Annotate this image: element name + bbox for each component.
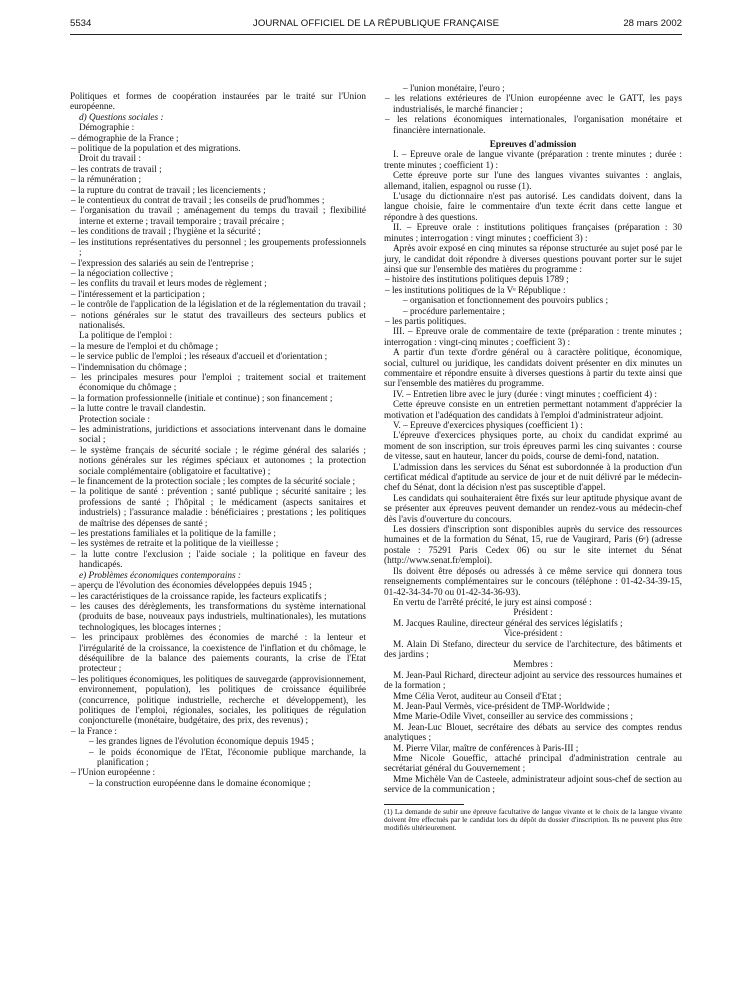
list-item: – la négociation collective ; bbox=[71, 268, 174, 279]
footnote-rule bbox=[384, 804, 464, 805]
paragraph: Protection sociale : bbox=[79, 414, 150, 425]
list-item: – procédure parlementaire ; bbox=[403, 306, 505, 317]
list-item: – les relations extérieures de l'Union européenne avec le GATT, les pays industrialisés, le marché financier ; bbox=[385, 94, 682, 115]
paragraph: III. – Epreuve orale de commentaire de texte (préparation : trente minutes ; interrogation : vingt-cinq minutes ; coefficient 3) : bbox=[384, 327, 682, 348]
list-item: – notions générales sur le statut des travailleurs des secteurs publics et nationalisés. bbox=[71, 310, 366, 331]
paragraph: L'usage du dictionnaire n'est pas autorisé. Les candidats doivent, dans la langue choisie, faire le commentaire d'un texte écrit dans cette langue et répondre à des questions. bbox=[384, 192, 682, 223]
paragraph: M. Pierre Vilar, maître de conférences à Paris-III ; bbox=[393, 743, 579, 754]
list-item: – les conflits du travail et leurs modes de règlement ; bbox=[71, 279, 267, 290]
paragraph: Mme Célia Verot, auditeur au Conseil d'Etat ; bbox=[393, 691, 562, 702]
list-item: – la France : bbox=[71, 726, 117, 737]
list-item: – histoire des institutions politiques depuis 1789 ; bbox=[385, 275, 569, 286]
paragraph: L'admission dans les services du Sénat est subordonnée à la production d'un certificat médical d'aptitude au service de jour et de nuit délivré par le médecin-chef du Sénat, dont la décision n'est pas susceptible d'appel. bbox=[384, 462, 682, 494]
list-item: – les administrations, juridictions et associations intervenant dans le domaine social ; bbox=[71, 425, 366, 446]
paragraph: II. – Epreuve orale : institutions politiques françaises (préparation : 30 minutes ; interrogation : vingt minutes ; coefficient 3) : bbox=[384, 223, 682, 244]
list-item: – le contentieux du contrat de travail ; les conseils de prud'hommes ; bbox=[71, 196, 325, 207]
list-item: – les principales mesures pour l'emploi ; traitement social et traitement économique du chômage ; bbox=[71, 372, 366, 394]
list-item: – l'expression des salariés au sein de l'entreprise ; bbox=[71, 258, 254, 269]
list-item: – les causes des dérèglements, les transformations du système international (produits de base, nouveaux pays industriels, multinationales), les mutations technologiques, les blocages internes ; bbox=[71, 601, 366, 633]
list-item: – les contrats de travail ; bbox=[71, 164, 162, 175]
list-item: – la rupture du contrat de travail ; les licenciements ; bbox=[71, 185, 266, 196]
list-item: – le financement de la protection sociale ; les comptes de la sécurité sociale ; bbox=[71, 477, 356, 488]
list-item: – l'Union européenne : bbox=[71, 768, 156, 779]
list-item: – démographie de la France ; bbox=[71, 133, 179, 144]
paragraph: Démographie : bbox=[79, 123, 135, 134]
paragraph: L'épreuve d'exercices physiques porte, au choix du candidat exprimé au moment de son inscription, sur trois épreuves parmi les cinq suivantes : course de vitesse, saut en hauteur, lancer du poids, course de demi-fond, natation. bbox=[384, 431, 682, 463]
list-item: – organisation et fonctionnement des pouvoirs publics ; bbox=[403, 296, 609, 307]
paragraph: Droit du travail : bbox=[79, 154, 141, 165]
paragraph: Vice-président : bbox=[503, 629, 563, 640]
list-item: – les prestations familiales et la politique de la famille ; bbox=[71, 529, 276, 540]
list-item: – le poids économique de l'Etat, l'économie publique marchande, la planification ; bbox=[89, 747, 366, 768]
paragraph: Président : bbox=[513, 608, 553, 619]
list-item: – la politique de santé : prévention ; santé publique ; sécurité sanitaire ; les professions de santé ; l'hôpital ; le médicament (aspects sanitaires et industriels) ; l'assurance maladie : bénéficiaires ; prestations ; les politiques de maîtrise des dépenses de santé ; bbox=[71, 487, 366, 529]
list-item: – la mesure de l'emploi et du chômage ; bbox=[71, 341, 219, 352]
paragraph: M. Jean-Luc Blouet, secrétaire des débats au service des comptes rendus analytiques ; bbox=[384, 722, 682, 744]
list-item: – les systèmes de retraite et la politique de la vieillesse ; bbox=[71, 539, 279, 550]
right-column bbox=[384, 84, 682, 832]
list-item: – la formation professionnelle (initiale et continue) ; son financement ; bbox=[71, 393, 333, 404]
paragraph: Politiques et formes de coopération instaurées par le traité sur l'Union européenne. bbox=[70, 92, 366, 113]
left-column bbox=[70, 92, 366, 789]
paragraph: M. Jacques Rauline, directeur général des services législatifs ; bbox=[393, 618, 623, 629]
issue-date: 28 mars 2002 bbox=[623, 18, 682, 29]
paragraph: e) Problèmes économiques contemporains : bbox=[79, 570, 242, 581]
list-item: – la lutte contre l'exclusion ; l'aide sociale ; la politique en faveur des handicapés. bbox=[71, 549, 366, 571]
paragraph: Membres : bbox=[513, 660, 553, 671]
list-item: – aperçu de l'évolution des économies développées depuis 1945 ; bbox=[71, 581, 312, 592]
paragraph: Les dossiers d'inscription sont disponibles auprès du service des ressources humaines et de la formation du Sénat, 15, rue de Vaugirard, Paris (6ᵉ) (adresse postale : 75291 Paris Cedex 06) ou sur le site internet du Sénat (http://www.senat.fr/emploi). bbox=[384, 525, 682, 567]
list-item: – le système français de sécurité sociale ; le régime général des salariés ; notions générales sur les régimes spéciaux et autonomes ; la protection sociale complémentaire (obligatoire et facultative) ; bbox=[71, 445, 366, 477]
journal-title: JOURNAL OFFICIEL DE LA RÉPUBLIQUE FRANÇAISE bbox=[252, 18, 500, 29]
paragraph: Mme Michèle Van de Casteele, administrateur adjoint sous-chef de section au service de la communication ; bbox=[384, 774, 682, 796]
list-item: – la construction européenne dans le domaine économique ; bbox=[89, 778, 311, 789]
footnote: (1) La demande de subir une épreuve facultative de langue vivante et le choix de la langue vivante doivent être effectués par le candidat lors du dépôt du dossier d'inscription. Ils ne peuvent plus être modifiés ultérieurement. bbox=[384, 806, 682, 833]
paragraph: Cette épreuve consiste en un entretien permettant notamment d'apprécier la motivation et l'adéquation des candidats à l'emploi d'administrateur adjoint. bbox=[384, 400, 682, 421]
list-item: – le service public de l'emploi ; les réseaux d'accueil et d'orientation ; bbox=[71, 352, 328, 363]
list-item: – les relations économiques internationales, l'organisation monétaire et financière internationale. bbox=[385, 115, 682, 136]
paragraph: Epreuves d'admission bbox=[489, 140, 577, 151]
paragraph: V. – Epreuve d'exercices physiques (coefficient 1) : bbox=[393, 421, 583, 431]
list-item: – le contrôle de l'application de la législation et de la réglementation du travail ; bbox=[71, 300, 366, 311]
list-item: – l'intéressement et la participation ; bbox=[71, 289, 205, 300]
right-column-body bbox=[384, 84, 682, 796]
paragraph: Après avoir exposé en cinq minutes sa réponse structurée au sujet posé par le jury, le candidat doit répondre à diverses questions pouvant porter sur le sujet ainsi que sur l'ensemble des matières du programme : bbox=[384, 244, 682, 275]
header-rule bbox=[70, 34, 682, 35]
list-item: – les grandes lignes de l'évolution économique depuis 1945 ; bbox=[89, 737, 314, 748]
paragraph: IV. – Entretien libre avec le jury (durée : vingt minutes ; coefficient 4) : bbox=[393, 389, 657, 400]
list-item: – les institutions représentatives du personnel ; les groupements professionnels ; bbox=[71, 237, 366, 259]
paragraph: M. Alain Di Stefano, directeur du service de l'architecture, des bâtiments et des jardins ; bbox=[384, 639, 682, 660]
paragraph: d) Questions sociales : bbox=[79, 112, 164, 123]
list-item: – les institutions politiques de la Vᵉ République : bbox=[385, 285, 566, 296]
paragraph: Les candidats qui souhaiteraient être fixés sur leur aptitude physique avant de se présenter aux épreuves peuvent demander un rendez-vous au médecin-chef dès l'avis d'ouverture du concours. bbox=[384, 493, 682, 525]
paragraph: Mme Nicole Goueffic, attaché principal d'administration centrale au secrétariat général du Gouvernement ; bbox=[384, 754, 682, 775]
paragraph: Cette épreuve porte sur l'une des langues vivantes suivantes : anglais, allemand, italien, espagnol ou russe (1). bbox=[384, 171, 682, 192]
paragraph: Ils doivent être déposés ou adressés à ce même service qui donnera tous renseignements complémentaires sur le concours (téléphone : 01-42-34-39-15, 01-42-34-34-70 ou 01-42-34-36-93). bbox=[384, 566, 682, 598]
list-item: – les conditions de travail ; l'hygiène et la sécurité ; bbox=[71, 227, 261, 238]
paragraph: I. – Epreuve orale de langue vivante (préparation : trente minutes ; durée : trente minutes ; coefficient 1) : bbox=[384, 150, 682, 171]
page-header bbox=[70, 18, 682, 32]
paragraph: En vertu de l'arrêté précité, le jury est ainsi composé : bbox=[393, 597, 592, 608]
paragraph: La politique de l'emploi : bbox=[79, 331, 173, 342]
paragraph: M. Jean-Paul Vermès, vice-président de TMP-Worldwide ; bbox=[393, 701, 610, 712]
paragraph: A partir d'un texte d'ordre général ou à caractère politique, économique, social, culturel ou juridique, les candidats doivent présenter en dix minutes un commentaire et répondre ensuite à diverses questions à partir du texte ainsi que sur l'ensemble des matières du programme. bbox=[384, 348, 682, 390]
page-number: 5534 bbox=[70, 18, 92, 29]
list-item: – la lutte contre le travail clandestin. bbox=[71, 404, 206, 415]
list-item: – les caractéristiques de la croissance rapide, les facteurs explicatifs ; bbox=[71, 591, 327, 602]
list-item: – l'organisation du travail ; aménagement du temps du travail ; flexibilité interne et externe ; travail temporaire ; travail précaire ; bbox=[71, 206, 366, 227]
list-item: – politique de la population et des migrations. bbox=[71, 144, 241, 155]
list-item: – l'union monétaire, l'euro ; bbox=[403, 84, 505, 94]
list-item: – les partis politiques. bbox=[385, 316, 467, 327]
paragraph: M. Jean-Paul Richard, directeur adjoint au service des ressources humaines et de la formation ; bbox=[384, 670, 682, 692]
list-item: – la rémunération ; bbox=[71, 175, 142, 186]
paragraph: Mme Marie-Odile Vivet, conseiller au service des commissions ; bbox=[393, 712, 633, 723]
list-item: – les principaux problèmes des économies de marché : la lenteur et l'irrégularité de la croissance, la coexistence de l'inflation et du chômage, le déséquilibre de la balance des paiements courants, la crise de l'Etat protecteur ; bbox=[71, 633, 366, 675]
list-item: – l'indemnisation du chômage ; bbox=[71, 362, 187, 373]
list-item: – les politiques économiques, les politiques de sauvegarde (approvisionnement, environnement, population), les politiques de croissance équilibrée (concurrence, politique industrielle, recherche et développement), les politiques de l'emploi, régionales, sociales, les politiques de régulation conjoncturelle (monétaire, budgétaire, des prix, des revenus) ; bbox=[71, 674, 366, 727]
